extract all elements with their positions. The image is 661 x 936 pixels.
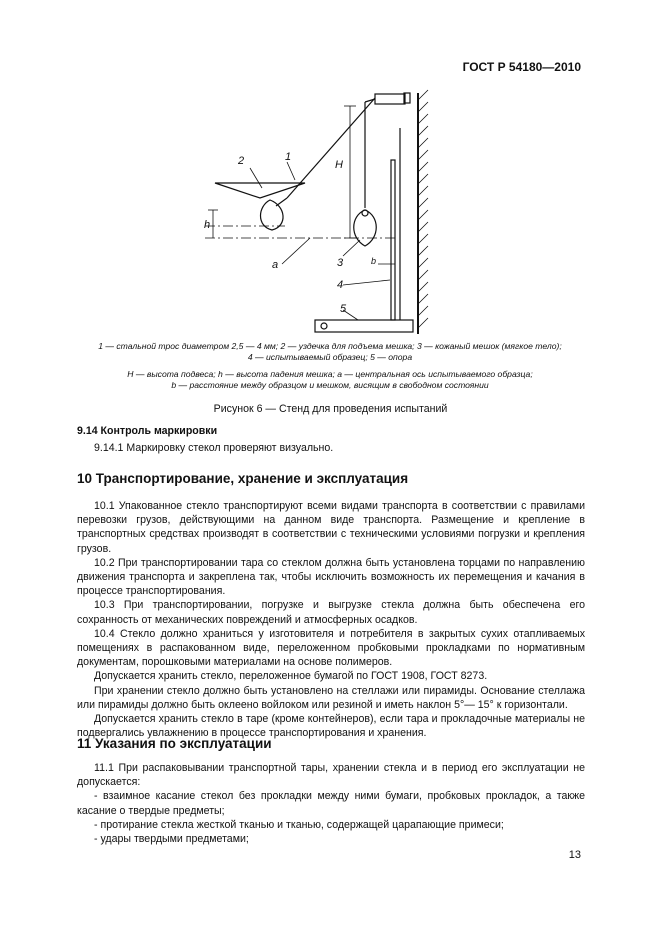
figure-legend-line-3: H — высота подвеса; h — высота падения мешка; a — центральная ось испытываемого образца; [127, 369, 533, 379]
figure-label-5: 5 [340, 303, 347, 315]
document-header: ГОСТ Р 54180—2010 [462, 60, 581, 74]
paragraph-10-3: 10.3 При транспортировании, погрузке и выгрузке стекла должна быть обеспечена его сохранность от механических повреждений и атмосферных осадков. [77, 599, 585, 626]
paragraph-10-4-b: При хранении стекло должно быть установлено на стеллажи или пирамиды. Основание стеллажа или пирамиды должно быть оклеено войлоком или резиной и иметь наклон 5°— 15° к горизонтали. [77, 684, 585, 711]
page-number: 13 [568, 849, 581, 861]
figure-label-a: a [272, 259, 279, 271]
figure-title: Рисунок 6 — Стенд для проведения испытаний [213, 403, 448, 415]
figure-legend-line-4: b — расстояние между образцом и мешком, висящим в свободном состоянии [171, 380, 489, 390]
paragraph-10-4-a: Допускается хранить стекло, переложенное бумагой по ГОСТ 1908, ГОСТ 8273. [94, 670, 488, 683]
figure-label-1: 1 [285, 151, 292, 163]
list-item-1: - взаимное касание стекол без прокладки между ними бумаги, пробковых прокладок, а также касание о твердые предметы; [77, 790, 585, 817]
figure-label-2: 2 [238, 155, 245, 167]
list-item-3: - удары твердыми предметами; [94, 833, 249, 846]
section-11-body [77, 761, 585, 846]
test-stand-figure [190, 88, 440, 338]
figure-label-3: 3 [337, 257, 344, 269]
paragraph-10-1: 10.1 Упакованное стекло транспортируют всеми видами транспорта в соответствии с правилами перевозки грузов, действующими на данном виде транспорта. Размещение и крепление в транспортных средствах производят в соответствии с техническими условиями погрузки и крепления грузов. [77, 500, 585, 555]
list-item-2: - протирание стекла жесткой тканью и тканью, содержащей царапающие примеси; [94, 818, 504, 831]
section-9-14-heading: 9.14 Контроль маркировки [77, 425, 218, 437]
paragraph-10-2: 10.2 При транспортировании тара со стеклом должна быть установлена торцами по направлению движения транспорта и закреплена так, чтобы исключить возможность их перемещения и качания в процессе транспортирования. [77, 556, 585, 598]
figure-label-h: h [204, 219, 211, 231]
figure-legend-line-2: 4 — испытываемый образец; 5 — опора [247, 352, 413, 362]
figure-label-b: b [371, 256, 377, 266]
section-11-heading: 11 Указания по эксплуатации [77, 736, 272, 751]
paragraph: 9.14.1 Маркировку стекол проверяют визуально. [94, 442, 334, 454]
paragraph-11-1: 11.1 При распаковывании транспортной тары, хранении стекла и в период его эксплуатации не допускается: [77, 762, 585, 789]
section-9-14-paragraph [77, 441, 585, 455]
figure-label-H: H [335, 159, 343, 171]
paragraph-10-4: 10.4 Стекло должно храниться у изготовителя и потребителя в закрытых сухих отапливаемых помещениях в распакованном виде, переложенном пробковыми прокладками по нормативным документам, порошковыми материалами на основе полимеров. [77, 627, 585, 669]
figure-label-4: 4 [337, 279, 344, 291]
paragraph-10-4-c: Допускается хранить стекло в таре (кроме контейнеров), если тара и прокладочные материалы не подвергались увлажнению в процессе транспортирования и хранения. [77, 713, 585, 740]
section-10-heading: 10 Транспортирование, хранение и эксплуатация [77, 471, 409, 486]
section-10-body [77, 499, 585, 740]
figure-legend-line-1: 1 — стальной трос диаметром 2,5 — 4 мм; 2 — уздечка для подъема мешка; 3 — кожаный мешок (мягкое тело); [98, 341, 562, 351]
